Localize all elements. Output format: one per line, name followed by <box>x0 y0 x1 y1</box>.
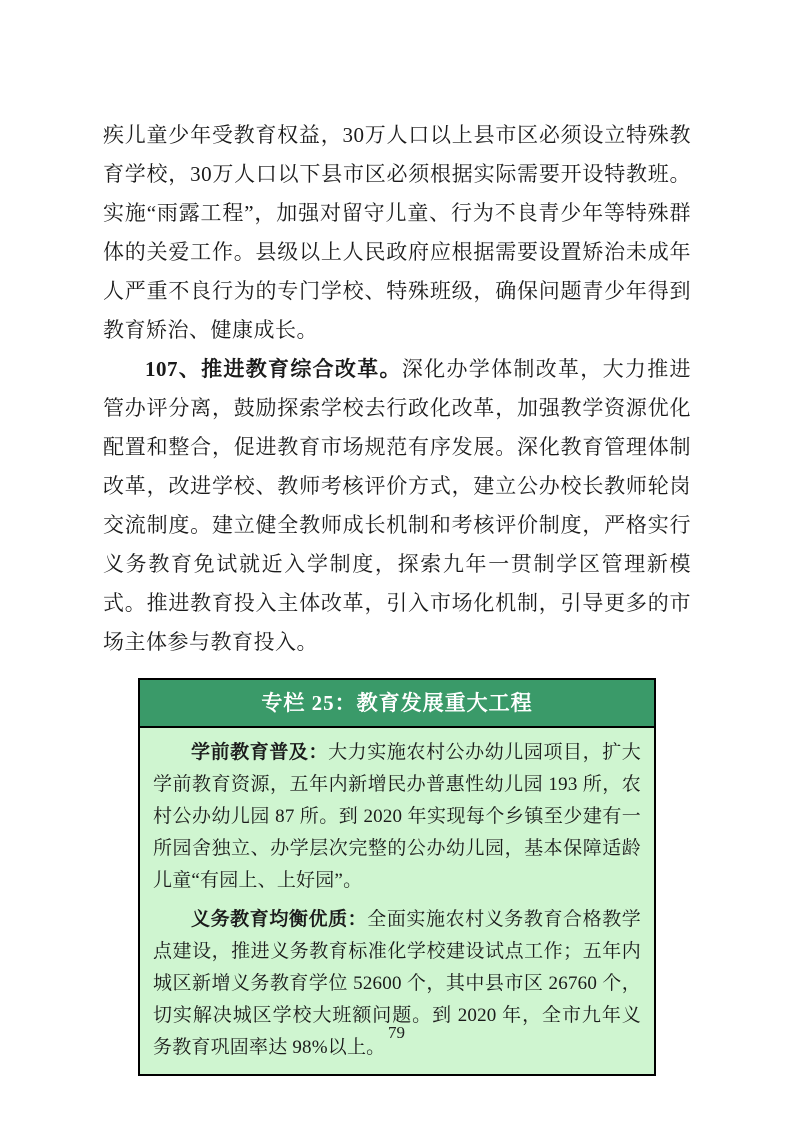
document-body <box>103 116 691 1076</box>
feature-box <box>138 678 656 1076</box>
box-paragraph-lead-bold: 学前教育普及： <box>191 742 329 763</box>
box-paragraph-text: 大力实施农村公办幼儿园项目，扩大学前教育资源，五年内新增民办普惠性幼儿园 193 所，农村公办幼儿园 87 所。到 2020 年实现每个乡镇至少建有一所园舍独立、办学层次完整的公办幼儿园，基本保障适龄儿童“有园上、上好园”。 <box>153 742 642 891</box>
page-number: 79 <box>388 1023 405 1042</box>
paragraph-text: 深化办学体制改革，大力推进管办评分离，鼓励探索学校去行政化改革，加强教学资源优化配置和整合，促进教育市场规范有序发展。深化教育管理体制改革，改进学校、教师考核评价方式，建立公办校长教师轮岗交流制度。建立健全教师成长机制和考核评价制度，严格实行义务教育免试就近入学制度，探索九年一贯制学区管理新模式。推进教育投入主体改革，引入市场化机制，引导更多的市场主体参与教育投入。 <box>103 357 692 654</box>
feature-box-title: 专栏 25：教育发展重大工程 <box>140 680 654 728</box>
paragraph-continued: 疾儿童少年受教育权益，30万人口以上县市区必须设立特殊教育学校，30万人口以下县市区必须根据实际需要开设特教班。实施“雨露工程”，加强对留守儿童、行为不良青少年等特殊群体的关爱工作。县级以上人民政府应根据需要设置矫治未成年人严重不良行为的专门学校、特殊班级，确保问题青少年得到教育矫治、健康成长。 <box>103 123 691 342</box>
box-paragraph-lead-bold: 义务教育均衡优质： <box>191 909 368 930</box>
paragraph-lead-bold: 107、推进教育综合改革。 <box>145 357 402 381</box>
box-paragraph-preschool <box>153 737 641 897</box>
paragraph-item-107 <box>103 350 691 662</box>
box-paragraph-text: 全面实施农村义务教育合格教学点建设，推进义务教育标准化学校建设试点工作；五年内城区新增义务教育学位 52600 个，其中县市区 26760 个，切实解决城区学校大班额问题。到 2020 年，全市九年义务教育巩固率达 98%以上。 <box>153 909 641 1058</box>
